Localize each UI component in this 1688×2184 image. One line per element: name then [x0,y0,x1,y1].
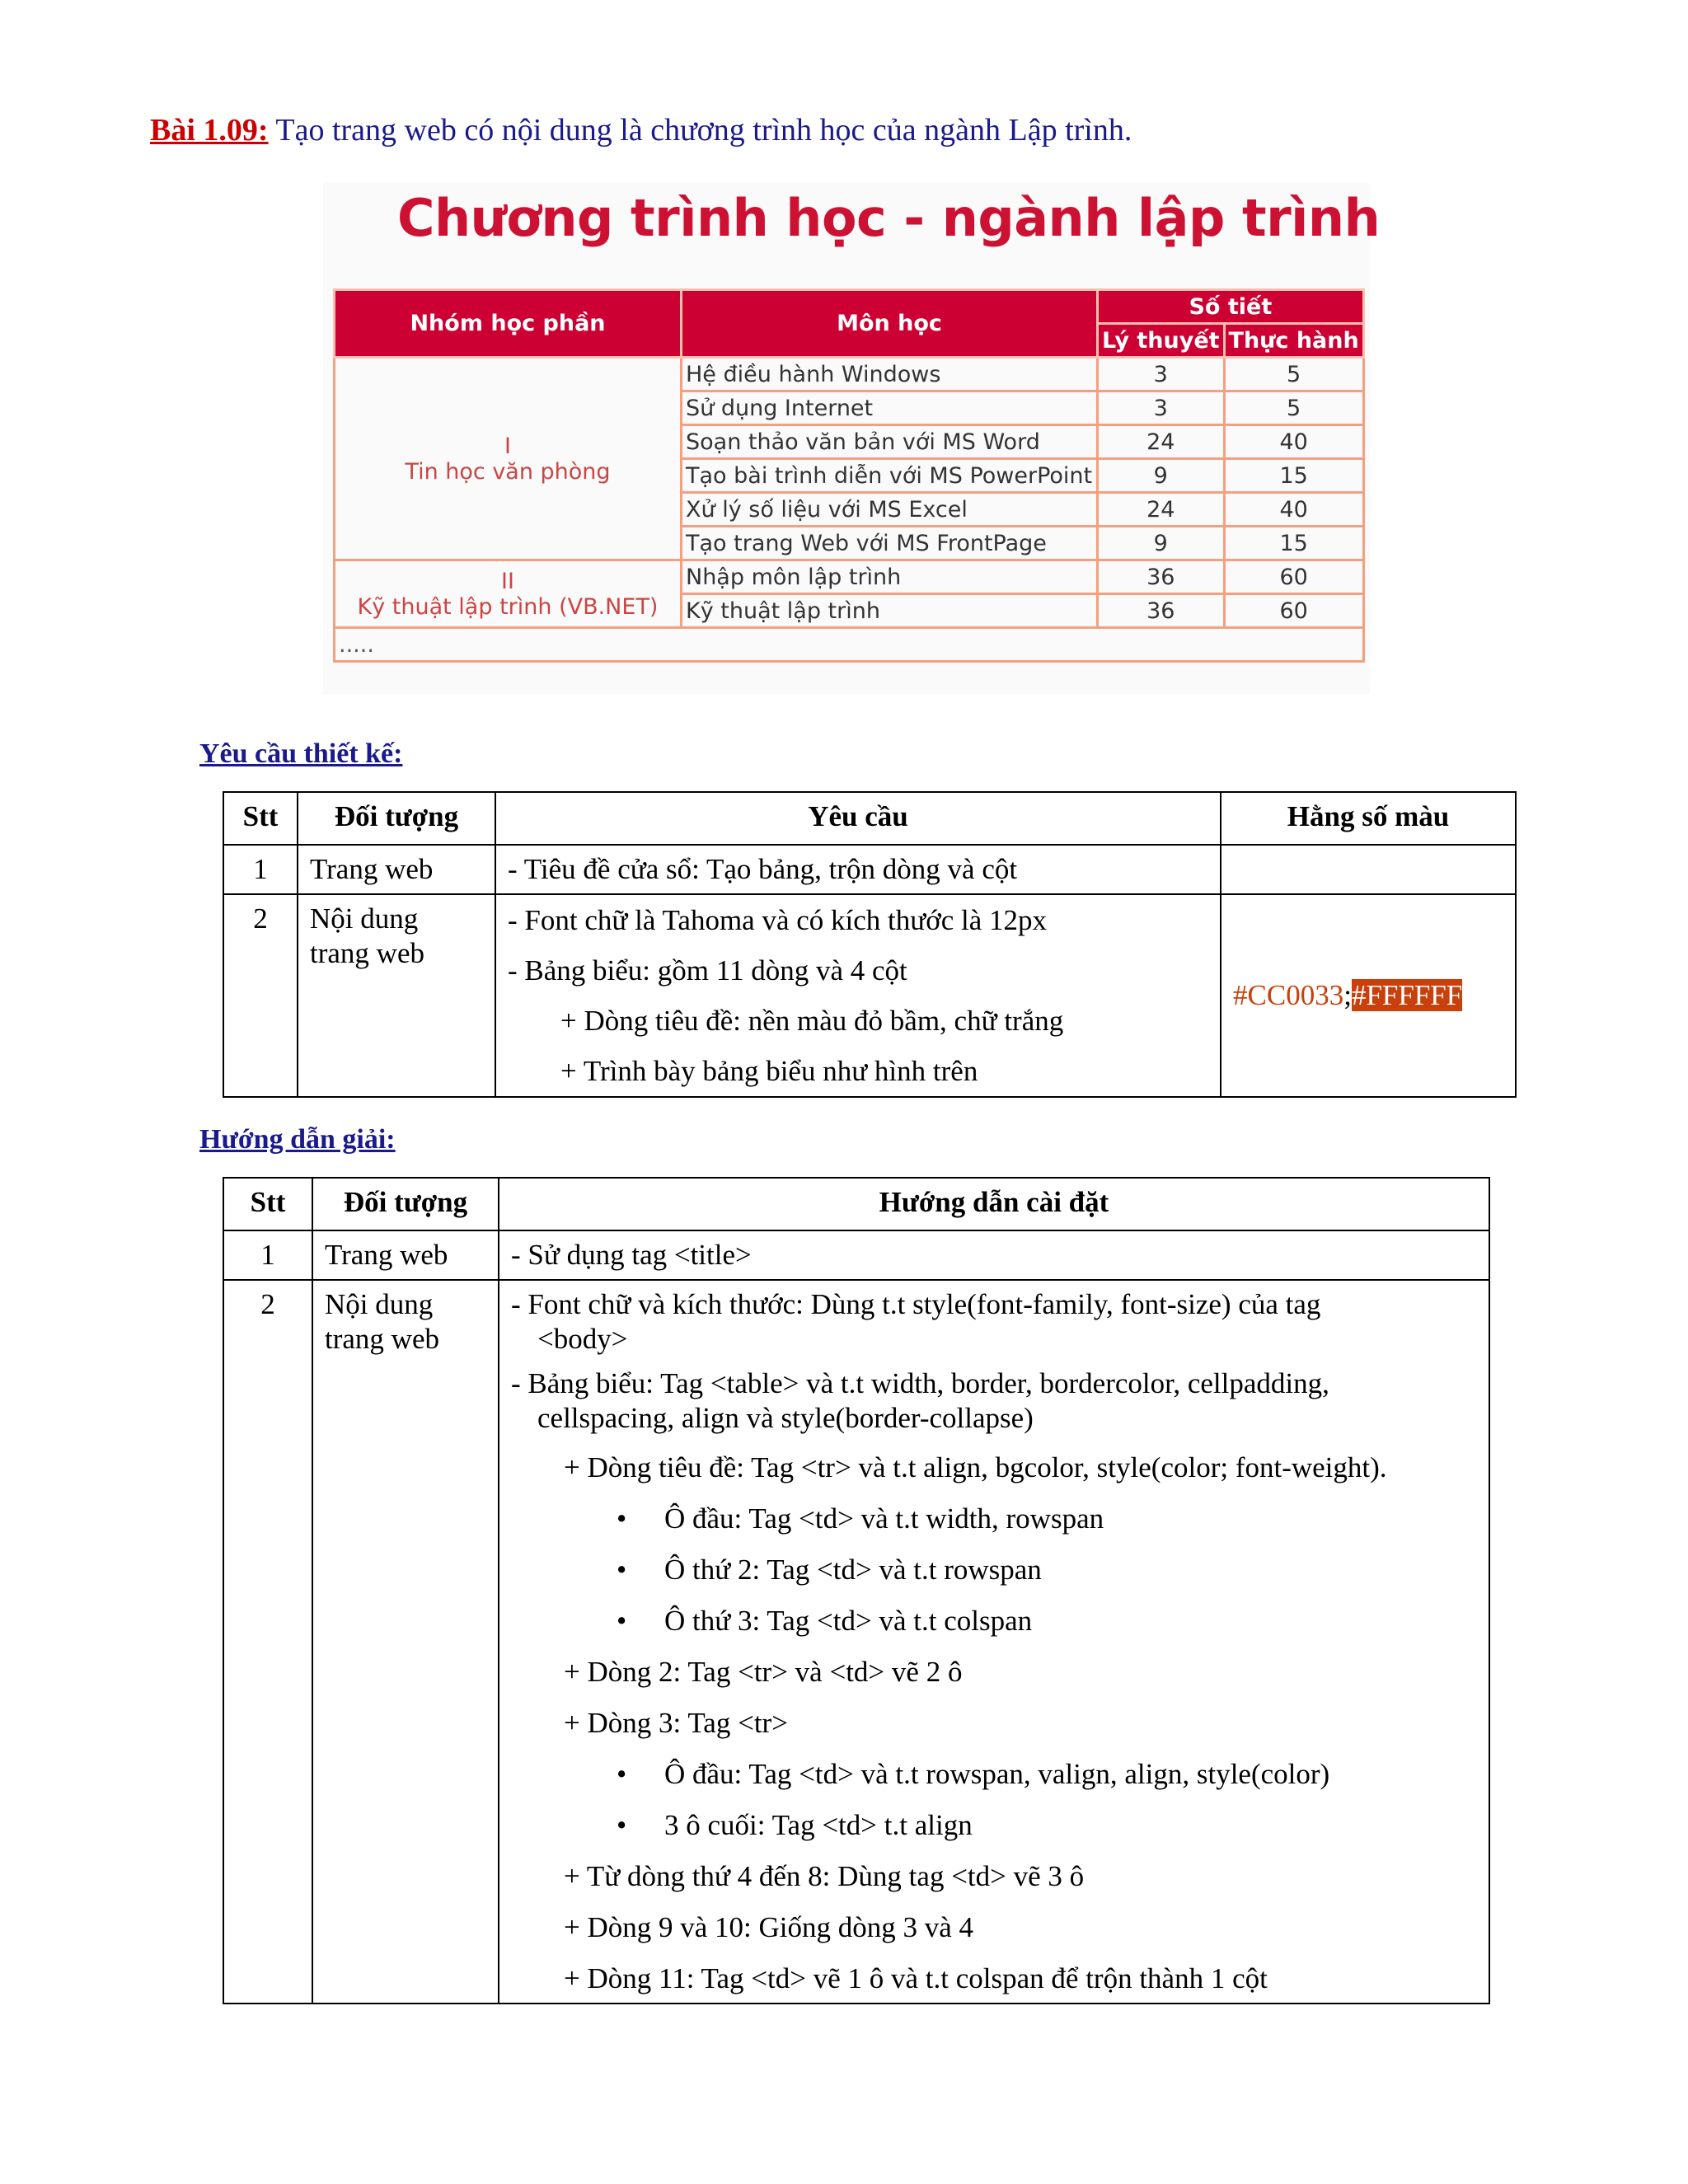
fig-group-1-roman: I [504,433,511,459]
guide-bullet: • Ô thứ 3: Tag <td> và t.t colspan [511,1604,1477,1638]
req-line: - Bảng biểu: gồm 11 dòng và 4 cột [508,954,907,987]
req-row2-object: Nội dung trang web [298,894,495,1097]
req-row2-text [495,894,1221,1097]
fig-cell: 40 [1224,493,1363,527]
guide-bullet: • Ô đầu: Tag <td> và t.t width, rowspan [511,1502,1477,1536]
guide-line: <body> [537,1323,628,1355]
fig-group-1 [335,358,682,560]
guide-line: + Dòng 3: Tag <tr> [564,1707,788,1739]
req-header-object: Đối tượng [298,792,495,845]
guide-title: Hướng dẫn giải: [199,1124,396,1155]
fig-cell: 5 [1224,358,1363,391]
fig-cell: 24 [1098,493,1225,527]
guide-row1-object: Trang web [312,1230,499,1280]
fig-cell: 3 [1098,391,1225,425]
fig-cell: Xử lý số liệu với MS Excel [682,493,1098,527]
fig-group-1-name: Tin học văn phòng [405,458,611,485]
fig-cell: 60 [1224,594,1363,628]
req-row1-text: - Tiêu đề cửa sổ: Tạo bảng, trộn dòng và cột [495,845,1221,894]
fig-cell: 40 [1224,425,1363,459]
fig-cell: 36 [1098,594,1225,628]
example-figure [323,183,1381,694]
fig-cell: 15 [1224,527,1363,560]
guide-bullet: • 3 ô cuối: Tag <td> t.t align [511,1808,1477,1843]
fig-group-2 [335,560,682,628]
fig-cell: Kỹ thuật lập trình [682,594,1098,628]
fig-cell: Tạo bài trình diễn với MS PowerPoint [682,459,1098,493]
req-row2-stt: 2 [223,894,298,1097]
fig-cell: 9 [1098,459,1225,493]
guide-bullet: • Ô thứ 2: Tag <td> và t.t rowspan [511,1553,1477,1587]
fig-cell: Nhập môn lập trình [682,560,1098,594]
fig-header-subject: Môn học [682,290,1098,358]
exercise-label: Bài 1.09: [150,113,269,148]
fig-cell: 15 [1224,459,1363,493]
guide-row1-text: - Sử dụng tag <title> [499,1230,1489,1280]
guide-line: + Dòng 11: Tag <td> vẽ 1 ô và t.t colspan để trộn thành 1 cột [564,1962,1268,1994]
requirements-table [223,791,1517,1098]
exercise-text: Tạo trang web có nội dung là chương trình học của ngành Lập trình. [275,113,1132,148]
req-line: - Font chữ là Tahoma và có kích thước là 12px [508,904,1048,936]
guide-line: - Font chữ và kích thước: Dùng t.t style(font-family, font-size) của tag [511,1288,1321,1320]
guide-bullet: • Ô đầu: Tag <td> và t.t rowspan, valign, align, style(color) [511,1757,1477,1792]
req-row2-colors [1221,894,1516,1097]
req-row1-color [1221,845,1516,894]
fig-cell: Tạo trang Web với MS FrontPage [682,527,1098,560]
color-constant-2: #FFFFFF [1351,979,1463,1011]
fig-group-2-roman: II [501,568,514,594]
figure-title: Chương trình học - ngành lập trình [397,188,1381,248]
guide-line: cellspacing, align và style(border-collapse) [537,1402,1034,1434]
fig-cell: 24 [1098,425,1225,459]
guide-header-stt: Stt [223,1178,312,1230]
fig-cell: Soạn thảo văn bản với MS Word [682,425,1098,459]
guide-line: + Dòng 2: Tag <tr> và <td> vẽ 2 ô [564,1656,963,1688]
guide-line: + Dòng tiêu đề: Tag <tr> và t.t align, bgcolor, style(color; font-weight). [564,1451,1387,1483]
fig-header-group: Nhóm học phần [335,290,682,358]
fig-cell: Sử dụng Internet [682,391,1098,425]
color-constant-1: #CC0033 [1233,979,1344,1011]
fig-cell: 5 [1224,391,1363,425]
fig-header-theory: Lý thuyết [1098,324,1225,358]
guide-row2-object: Nội dung trang web [312,1280,499,2004]
guide-header-object: Đối tượng [312,1178,499,1230]
fig-header-practice: Thực hành [1224,324,1363,358]
fig-header-hours: Số tiết [1098,290,1364,324]
req-header-stt: Stt [223,792,298,845]
fig-cell: 3 [1098,358,1225,391]
req-line: + Dòng tiêu đề: nền màu đỏ bầm, chữ trắng [560,1005,1064,1037]
req-header-color: Hằng số màu [1221,792,1516,845]
fig-more-row: ..... [335,628,1364,662]
fig-cell: Hệ điều hành Windows [682,358,1098,391]
color-separator: ; [1343,979,1352,1011]
guide-row2-stt: 2 [223,1280,312,2004]
requirements-title: Yêu cầu thiết kế: [199,738,403,769]
exercise-heading [150,111,1132,149]
guide-row2-text [499,1280,1489,2004]
req-row1-object: Trang web [298,845,495,894]
guide-header-instructions: Hướng dẫn cài đặt [499,1178,1489,1230]
fig-group-2-name: Kỹ thuật lập trình (VB.NET) [357,593,659,620]
guide-row1-stt: 1 [223,1230,312,1280]
fig-cell: 9 [1098,527,1225,560]
guide-line: - Bảng biểu: Tag <table> và t.t width, border, bordercolor, cellpadding, [511,1367,1329,1399]
fig-cell: 36 [1098,560,1225,594]
guide-line: + Dòng 9 và 10: Giống dòng 3 và 4 [564,1911,974,1943]
figure-table [333,288,1365,663]
req-header-requirement: Yêu cầu [495,792,1221,845]
guide-table [223,1177,1490,2004]
req-row1-stt: 1 [223,845,298,894]
req-line: + Trình bày bảng biểu như hình trên [560,1055,978,1087]
fig-cell: 60 [1224,560,1363,594]
guide-line: + Từ dòng thứ 4 đến 8: Dùng tag <td> vẽ 3 ô [564,1860,1085,1892]
